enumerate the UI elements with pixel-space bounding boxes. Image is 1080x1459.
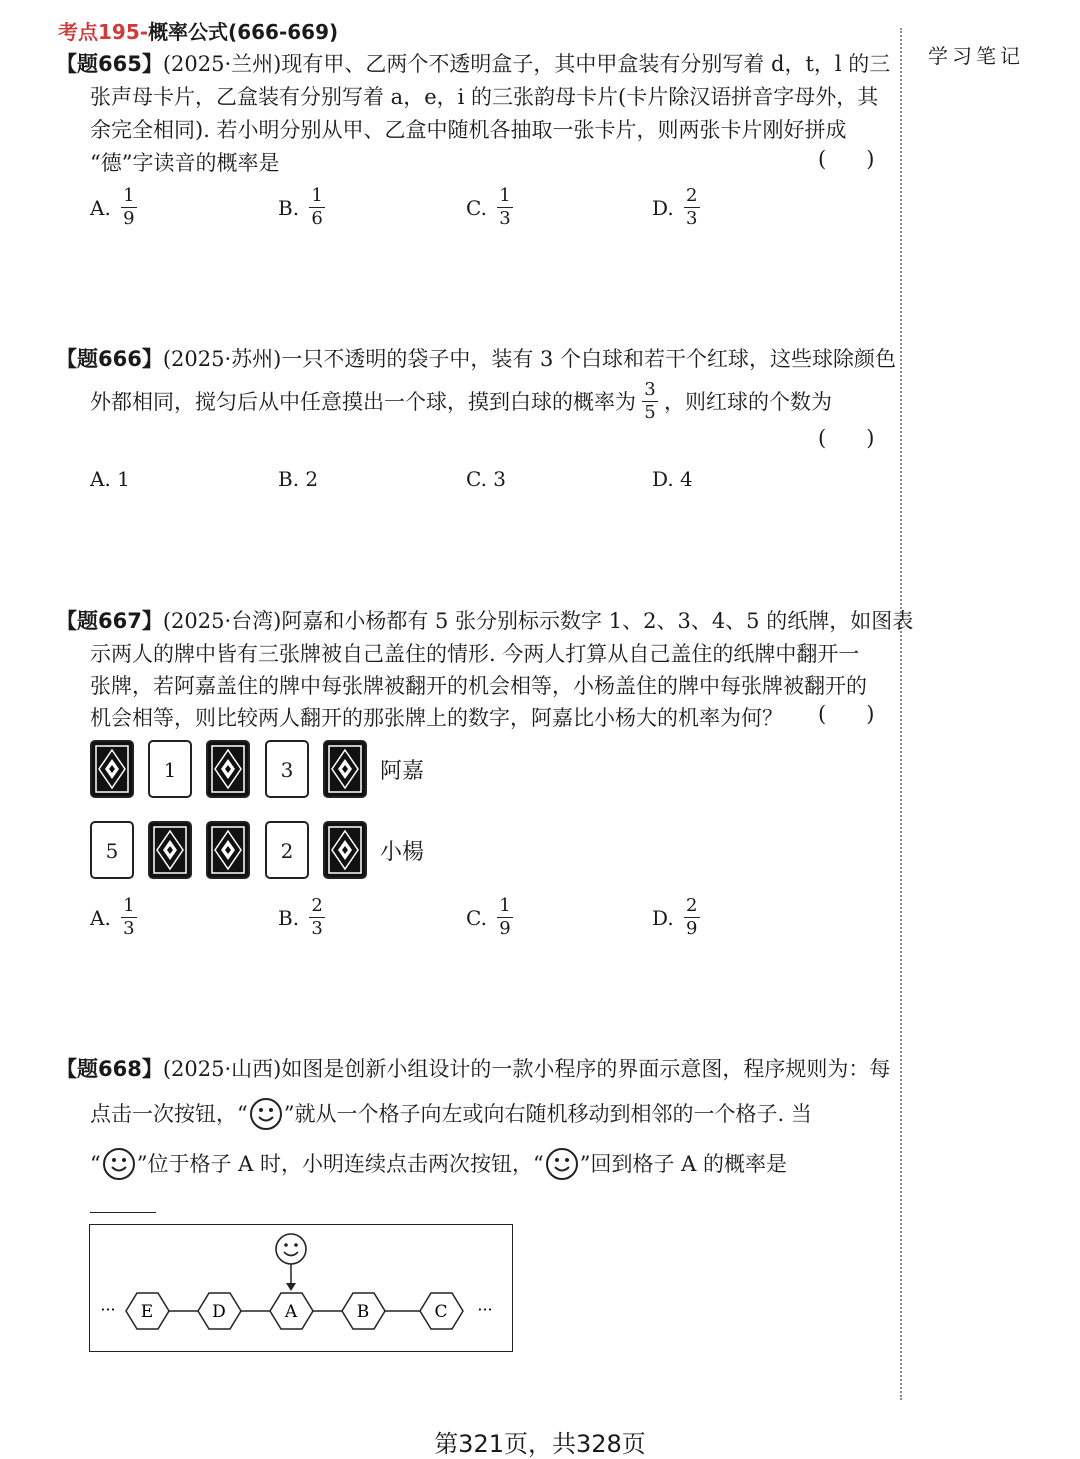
card-number: 3 [280,758,294,782]
card-facedown [206,740,250,798]
fraction: $\frac{2}{3}$ [309,896,325,939]
q667-line-3: 张牌，若阿嘉盖住的牌中每张牌被翻开的机会相等，小杨盖住的牌中每张牌被翻开的 [90,674,867,698]
hex-track [90,1225,511,1350]
section-title: 概率公式(666-669) [148,20,339,44]
q667-answer-paren: ( ) [818,702,875,726]
card-facedown [90,740,134,798]
notes-divider [900,28,902,1400]
q667-line-1: 【题667】(2025·台湾)阿嘉和小杨都有 5 张分别标示数字 1、2、3、4、5 的纸牌，如图表 [56,609,914,633]
hex-label-e: E [140,1302,154,1322]
q666-answer-paren: ( ) [818,426,875,450]
q668-line-2: 点击一次按钮，“ ”就从一个格子向左或向右随机移动到相邻的一个格子. 当 [90,1096,812,1132]
program-diagram [89,1224,513,1352]
q666-tag: 【题666】 [56,347,163,371]
q667-line-2: 示两人的牌中皆有三张牌被自己盖住的情形. 今两人打算从自己盖住的纸牌中翻开一 [90,642,860,666]
smiley-icon [101,1146,137,1182]
card-facedown [323,821,367,879]
hex-label-a: A [284,1302,298,1322]
q665-option-a[interactable]: A. $\frac{1}{9}$ [90,186,137,229]
q666-option-b[interactable]: B. 2 [278,467,319,491]
arrow-head [286,1283,296,1291]
q667-line-4: 机会相等，则比较两人翻开的那张牌上的数字，阿嘉比小杨大的机率为何？ [90,706,783,730]
smiley-icon [544,1146,580,1182]
q668-line-3: “ ”位于格子 A 时，小明连续点击两次按钮，“ ”回到格子 A 的概率是 [90,1146,787,1182]
q667-option-d[interactable]: D. $\frac{2}{9}$ [652,896,700,939]
fraction: $\frac{3}{5}$ [642,380,658,423]
q665-option-d[interactable]: D. $\frac{2}{3}$ [652,186,700,229]
fraction: $\frac{1}{6}$ [309,186,325,229]
q665-option-c[interactable]: C. $\frac{1}{3}$ [466,186,513,229]
q666-option-a[interactable]: A. 1 [90,467,130,491]
q667-option-c[interactable]: C. $\frac{1}{9}$ [466,896,513,939]
card-number: 1 [163,758,177,782]
page-number: 第321页，共328页 [434,1430,646,1458]
hex-label-b: B [356,1302,370,1322]
hex-label-d: D [212,1302,226,1322]
q665-line-1: 【题665】(2025·兰州)现有甲、乙两个不透明盒子，其中甲盒装有分别写着 d，t，l 的三 [56,52,891,76]
fraction: $\frac{2}{3}$ [684,186,700,229]
fraction: $\frac{2}{9}$ [684,896,700,939]
q665-option-b[interactable]: B. $\frac{1}{6}$ [278,186,325,229]
card-facedown [206,821,250,879]
q667-option-a[interactable]: A. $\frac{1}{3}$ [90,896,137,939]
hex-label-c: C [434,1302,448,1322]
card-row-label-ajia: 阿嘉 [380,759,425,784]
q668-line-1: 【题668】(2025·山西)如图是创新小组设计的一款小程序的界面示意图，程序规则为：每 [56,1057,891,1081]
q665-line-3: 余完全相同). 若小明分别从甲、乙盒中随机各抽取一张卡片，则两张卡片刚好拼成 [90,118,847,142]
card-number: 2 [280,839,294,863]
q666-line-2: 外都相同，搅匀后从中任意摸出一个球，摸到白球的概率为 $\frac{3}{5}$ ，则红球的个数为 [90,379,832,423]
q667-tag: 【题667】 [56,609,163,633]
fraction: $\frac{1}{3}$ [497,186,513,229]
q667-option-b[interactable]: B. $\frac{2}{3}$ [278,896,325,939]
fraction: $\frac{1}{3}$ [121,896,137,939]
q665-answer-paren: ( ) [818,147,875,171]
card-facedown [323,740,367,798]
q665-tag: 【题665】 [56,52,163,76]
ellipsis-right: ··· [477,1300,493,1319]
card-faceup [148,740,192,798]
answer-blank[interactable] [90,1212,156,1213]
card-faceup [265,821,309,879]
q666-option-c[interactable]: C. 3 [466,467,507,491]
card-number: 5 [105,839,119,863]
fraction: $\frac{1}{9}$ [121,186,137,229]
card-faceup [90,821,134,879]
card-facedown [148,821,192,879]
smiley-icon [276,1234,306,1264]
study-notes-label: 学习笔记 [928,44,1024,68]
card-row-label-xiaoyang: 小楊 [380,840,425,865]
q665-line-4: “德”字读音的概率是 [90,151,280,175]
kaodian-label: 考点195- [58,20,149,44]
q665-line-2: 张声母卡片，乙盒装有分别写着 a，e，i 的三张韵母卡片(卡片除汉语拼音字母外，其 [90,85,879,109]
q668-tag: 【题668】 [56,1057,163,1081]
smiley-icon [248,1096,284,1132]
fraction: $\frac{1}{9}$ [497,896,513,939]
q666-line-1: 【题666】(2025·苏州)一只不透明的袋子中，装有 3 个白球和若干个红球，这些球除颜色 [56,347,897,371]
card-faceup [265,740,309,798]
ellipsis-left: ··· [100,1300,116,1319]
q666-option-d[interactable]: D. 4 [652,467,693,491]
section-header [58,16,338,45]
